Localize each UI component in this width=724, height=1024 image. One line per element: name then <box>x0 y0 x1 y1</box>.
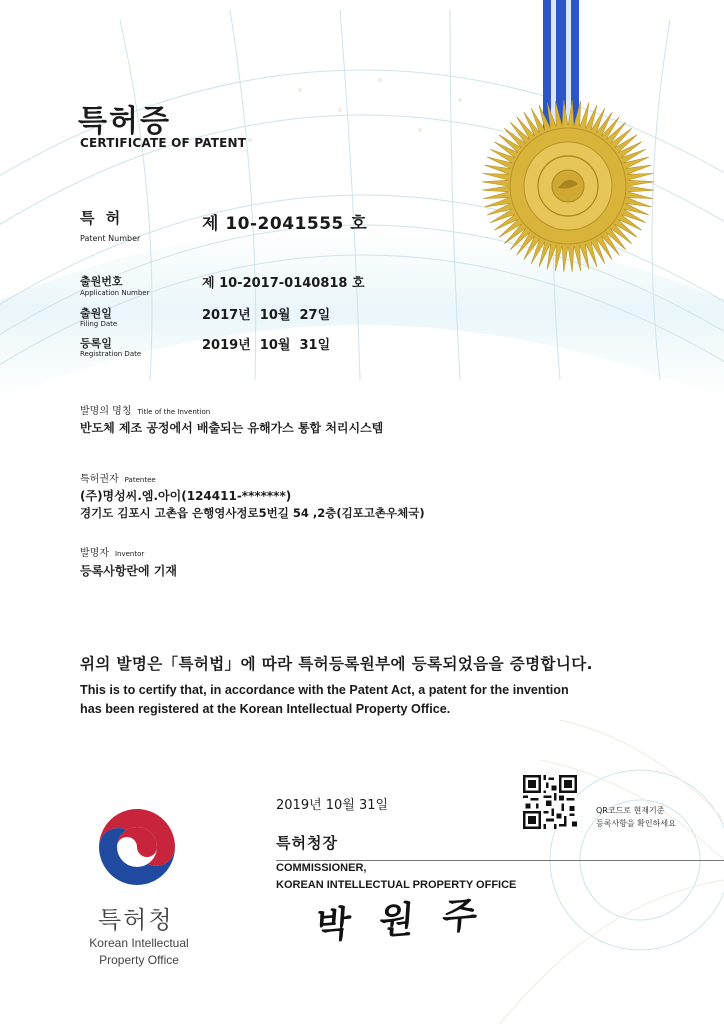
office-name-english-line1: Korean Intellectual <box>89 936 189 950</box>
patentee-address: 경기도 김포시 고촌읍 은행영사정로5번길 54 ,2층(김포고촌우체국) <box>80 506 425 520</box>
inventor-label <box>80 544 144 559</box>
certification-statement-english-line2: has been registered at the Korean Intellectual Property Office. <box>80 702 451 716</box>
inventor-label-korean: 발명자 <box>80 548 109 559</box>
patentee-label-english: Patentee <box>124 476 156 484</box>
certification-statement-korean: 위의 발명은「특허법」에 따라 특허등록원부에 등록되었음을 증명합니다. <box>80 655 593 673</box>
registration-date-value: 2019년 10월 31일 <box>202 338 331 353</box>
commissioner-title-english-line2: KOREAN INTELLECTUAL PROPERTY OFFICE <box>276 879 517 891</box>
patentee-name: (주)명성씨.엠.아이(124411-*******) <box>80 489 292 503</box>
patentee-label-korean: 특허권자 <box>80 474 119 485</box>
filing-date-label-english: Filing Date <box>80 320 118 328</box>
certificate-title-korean: 특허증 <box>78 104 171 139</box>
qr-notice-line2: 등록사항을 확인하세요 <box>596 819 676 828</box>
application-number-value: 제 10-2017-0140818 호 <box>202 276 365 291</box>
filing-date-value: 2017년 10월 27일 <box>202 308 331 323</box>
invention-title-label <box>80 402 210 417</box>
qr-notice-line1: QR코드로 현재기준 <box>596 806 665 815</box>
invention-title-value: 반도체 제조 공정에서 배출되는 유해가스 통합 처리시스템 <box>80 421 384 435</box>
kipo-logo-icon <box>95 805 179 889</box>
invention-title-label-korean: 발명의 명칭 <box>80 406 132 417</box>
commissioner-title-korean: 특허청장 <box>276 834 338 852</box>
registration-date-label-english: Registration Date <box>80 350 142 358</box>
patent-number-label: 특 허 <box>80 209 124 227</box>
commissioner-signature: 박 원 주 <box>314 893 487 948</box>
gold-seal <box>480 98 656 274</box>
patentee-label <box>80 470 156 485</box>
patent-number-label-english: Patent Number <box>80 234 141 243</box>
patent-number-value: 제 10-2041555 호 <box>202 214 368 234</box>
office-name-english-line2: Property Office <box>99 953 179 967</box>
application-number-label-english: Application Number <box>80 289 150 297</box>
certificate-title-english: CERTIFICATE OF PATENT <box>80 136 247 150</box>
office-name-korean: 특허청 <box>98 906 174 934</box>
inventor-value: 등록사항란에 기재 <box>80 564 177 578</box>
issue-date: 2019년 10월 31일 <box>276 798 389 813</box>
commissioner-title-english-line1: COMMISSIONER, <box>276 862 367 874</box>
application-number-label: 출원번호 <box>80 275 123 288</box>
inventor-label-english: Inventor <box>114 550 145 558</box>
invention-title-label-english: Title of the Invention <box>137 408 211 416</box>
filing-date-label: 출원일 <box>80 307 112 320</box>
registration-date-label: 등록일 <box>80 337 112 350</box>
qr-code[interactable] <box>523 775 577 829</box>
signature-divider <box>276 860 724 861</box>
certification-statement-english-line1: This is to certify that, in accordance with the Patent Act, a patent for the invention <box>80 683 569 697</box>
